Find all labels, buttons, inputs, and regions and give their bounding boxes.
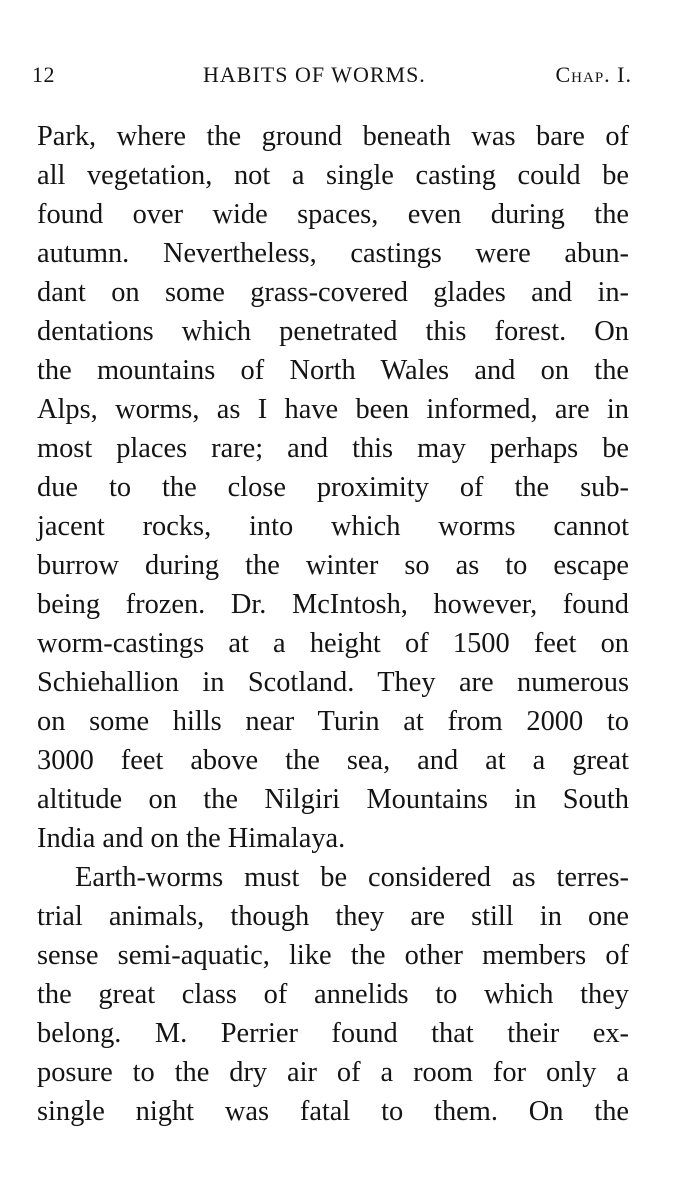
text-line: dentations which penetrated this forest. On (37, 316, 629, 347)
text-line: single night was fatal to them. On the (37, 1096, 629, 1127)
page-header (32, 62, 632, 96)
chapter-label: Chap. I. (555, 62, 632, 87)
text-line: most places rare; and this may perhaps be (37, 433, 629, 464)
paragraph-1 (37, 117, 629, 858)
text-line: worm-castings at a height of 1500 feet on (37, 628, 629, 659)
running-title: HABITS OF WORMS. (203, 62, 426, 87)
text-line: all vegetation, not a single casting could be (37, 160, 629, 191)
text-line: trial animals, though they are still in one (37, 901, 629, 932)
text-line: India and on the Himalaya. (37, 823, 346, 854)
text-line: burrow during the winter so as to escape (37, 550, 629, 581)
text-line: sense semi-aquatic, like the other members of (37, 940, 629, 971)
text-line: Schiehallion in Scotland. They are numerous (37, 667, 629, 698)
body-text (37, 117, 629, 1131)
text-line: belong. M. Perrier found that their ex- (37, 1018, 629, 1049)
text-line: due to the close proximity of the sub- (37, 472, 629, 503)
text-line: jacent rocks, into which worms cannot (37, 511, 629, 542)
text-line: Alps, worms, as I have been informed, are in (37, 394, 629, 425)
text-line: autumn. Nevertheless, castings were abun- (37, 238, 629, 269)
text-line: the mountains of North Wales and on the (37, 355, 629, 386)
text-line: altitude on the Nilgiri Mountains in South (37, 784, 629, 815)
text-line: on some hills near Turin at from 2000 to (37, 706, 629, 737)
page-number: 12 (32, 62, 55, 87)
text-line: the great class of annelids to which they (37, 979, 629, 1010)
text-line: found over wide spaces, even during the (37, 199, 629, 230)
text-line: Park, where the ground beneath was bare of (37, 121, 629, 152)
paragraph-2 (37, 858, 629, 1131)
text-line: dant on some grass-covered glades and in- (37, 277, 629, 308)
text-line: being frozen. Dr. McIntosh, however, found (37, 589, 629, 620)
text-line: posure to the dry air of a room for only a (37, 1057, 629, 1088)
text-line: 3000 feet above the sea, and at a great (37, 745, 629, 776)
text-line: Earth-worms must be considered as terres- (75, 862, 629, 893)
